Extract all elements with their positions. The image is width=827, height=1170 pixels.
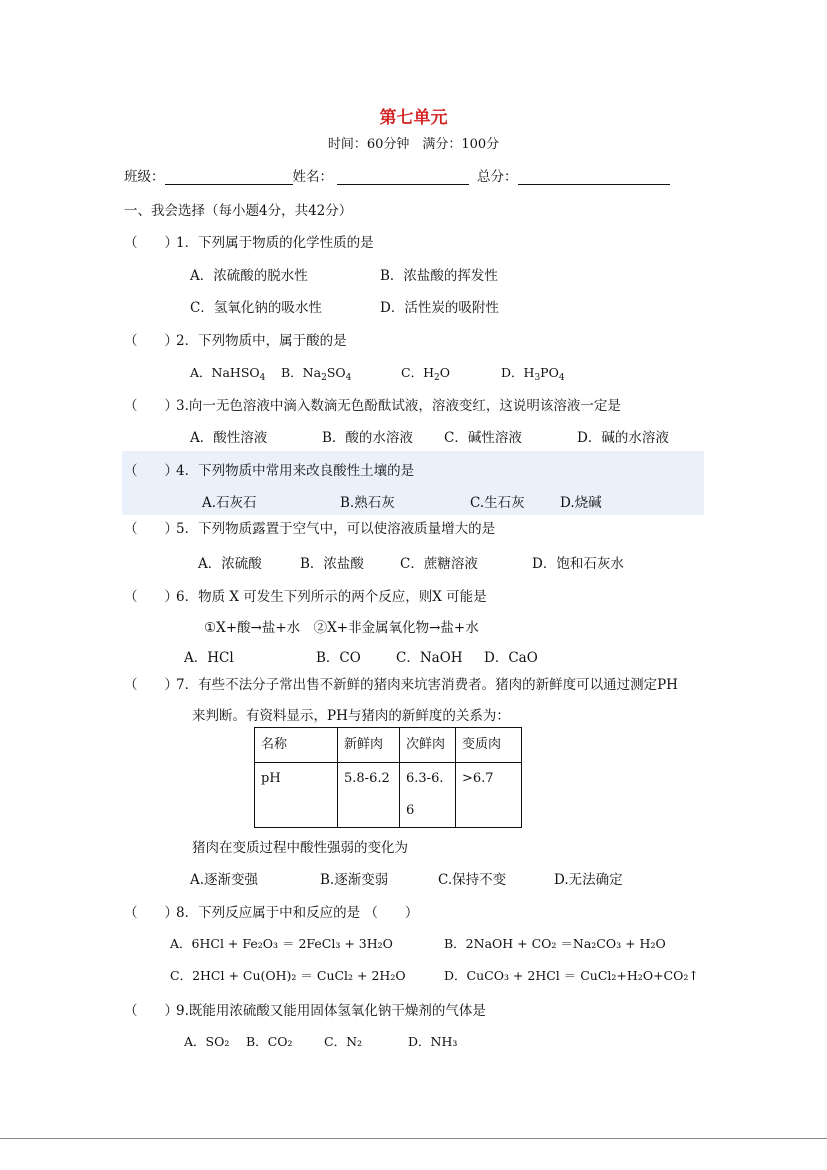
- name-blank[interactable]: [337, 170, 469, 185]
- q1-option-d[interactable]: D．活性炭的吸附性: [380, 300, 499, 316]
- class-blank[interactable]: [165, 170, 293, 185]
- q2-bracket[interactable]: （ ）: [124, 333, 178, 349]
- q6-option-b[interactable]: B．CO: [316, 650, 361, 666]
- class-label: 班级：: [124, 169, 165, 185]
- q8-stem: 8．下列反应属于中和反应的是 （ ）: [176, 905, 419, 921]
- q5-option-d[interactable]: D．饱和石灰水: [532, 556, 624, 572]
- ph-freshness-table: [254, 727, 522, 828]
- q3-option-a[interactable]: A．酸性溶液: [190, 430, 268, 446]
- score-blank[interactable]: [518, 170, 670, 185]
- q1-option-b[interactable]: B．浓盐酸的挥发性: [380, 268, 498, 284]
- table-header-cell: 名称: [255, 728, 338, 763]
- q9-option-b[interactable]: B．CO₂: [246, 1034, 293, 1049]
- table-cell: 6.3-6.6: [400, 763, 456, 828]
- q9-bracket[interactable]: （ ）: [124, 1003, 178, 1019]
- q7-stem: 7．有些不法分子常出售不新鲜的猪肉来坑害消费者。猪肉的新鲜度可以通过测定PH: [176, 677, 678, 693]
- q6-option-d[interactable]: D．CaO: [484, 650, 538, 666]
- table-header-cell: 新鲜肉: [338, 728, 400, 763]
- q3-option-d[interactable]: D．碱的水溶液: [577, 430, 669, 446]
- q7-option-b[interactable]: B.逐渐变弱: [320, 872, 389, 888]
- q3-option-c[interactable]: C．碱性溶液: [444, 430, 522, 446]
- q8-bracket[interactable]: （ ）: [124, 905, 178, 921]
- score-label: 总分：: [477, 169, 518, 185]
- q2-option-b[interactable]: B．$Na_2SO_4$: [281, 365, 352, 383]
- section-heading: 一、我会选择（每小题4分，共42分）: [124, 203, 353, 219]
- q3-option-b[interactable]: B．酸的水溶液: [322, 430, 413, 446]
- q2-option-d[interactable]: D．$H_3PO_4$: [501, 365, 565, 383]
- q4-option-d[interactable]: D.烧碱: [560, 495, 602, 511]
- q4-bracket[interactable]: （ ）: [124, 463, 178, 479]
- page-title: 第七单元: [379, 108, 448, 128]
- q6-option-c[interactable]: C．NaOH: [396, 650, 463, 666]
- q7-bracket[interactable]: （ ）: [124, 677, 178, 693]
- q5-option-a[interactable]: A．浓硫酸: [198, 556, 262, 572]
- q7-stem-continued: 来判断。有资料显示，PH与猪肉的新鲜度的关系为：: [192, 708, 510, 724]
- exam-info: 时间：60分钟 满分：100分: [327, 137, 500, 152]
- q7-option-a[interactable]: A.逐渐变强: [190, 872, 259, 888]
- q8-option-d[interactable]: D．CuCO₃ + 2HCl ＝ CuCl₂+H₂O+CO₂↑: [444, 968, 699, 983]
- q7-option-d[interactable]: D.无法确定: [554, 872, 623, 888]
- q6-stem: 6．物质 X 可发生下列所示的两个反应，则X 可能是: [176, 589, 487, 605]
- q3-stem: 3.向一无色溶液中滴入数滴无色酚酞试液，溶液变红，这说明该溶液一定是: [176, 398, 621, 414]
- q2-option-a[interactable]: A．NaHSO$_4$: [190, 365, 266, 383]
- table-cell: >6.7: [456, 763, 522, 828]
- q4-option-a[interactable]: A.石灰石: [202, 495, 257, 511]
- q6-option-a[interactable]: A．HCl: [184, 650, 234, 666]
- q8-option-c[interactable]: C．2HCl + Cu(OH)₂ ＝ CuCl₂ + 2H₂O: [170, 968, 406, 983]
- q8-option-a[interactable]: A．6HCl + Fe₂O₃ ＝ 2FeCl₃ + 3H₂O: [170, 936, 393, 951]
- q1-option-c[interactable]: C．氢氧化钠的吸水性: [190, 300, 322, 316]
- q5-stem: 5．下列物质露置于空气中，可以使溶液质量增大的是: [176, 521, 496, 537]
- q1-option-a[interactable]: A．浓硫酸的脱水性: [190, 268, 308, 284]
- q6-reactions: ①X+酸→盐+水 ②X+非金属氧化物→盐+水: [204, 620, 479, 636]
- q5-option-c[interactable]: C．蔗糖溶液: [400, 556, 478, 572]
- q2-option-c[interactable]: C．$H_2O$: [401, 365, 450, 383]
- q5-option-b[interactable]: B．浓盐酸: [300, 556, 364, 572]
- q1-stem: 1．下列属于物质的化学性质的是: [176, 235, 374, 251]
- q3-bracket[interactable]: （ ）: [124, 398, 178, 414]
- q8-option-b[interactable]: B．2NaOH + CO₂ ＝Na₂CO₃ + H₂O: [444, 936, 666, 951]
- table-header-cell: 变质肉: [456, 728, 522, 763]
- q5-bracket[interactable]: （ ）: [124, 521, 178, 537]
- q1-bracket[interactable]: （ ）: [124, 235, 178, 251]
- q4-option-b[interactable]: B.熟石灰: [340, 495, 395, 511]
- q4-option-c[interactable]: C.生石灰: [470, 495, 525, 511]
- q7-follow-up: 猪肉在变质过程中酸性强弱的变化为: [192, 840, 408, 856]
- page-bottom-divider: [0, 1138, 827, 1139]
- table-header-cell: 次鲜肉: [400, 728, 456, 763]
- student-info-line: [124, 165, 670, 185]
- q7-option-c[interactable]: C.保持不变: [438, 872, 507, 888]
- q9-option-c[interactable]: C．N₂: [324, 1034, 363, 1049]
- table-cell: pH: [255, 763, 338, 828]
- table-cell: 5.8-6.2: [338, 763, 400, 828]
- q4-stem: 4．下列物质中常用来改良酸性土壤的是: [176, 463, 415, 479]
- q9-option-a[interactable]: A．SO₂: [184, 1034, 230, 1049]
- q9-stem: 9.既能用浓硫酸又能用固体氢氧化钠干燥剂的气体是: [176, 1003, 486, 1019]
- q9-option-d[interactable]: D．NH₃: [408, 1034, 458, 1049]
- q2-stem: 2．下列物质中，属于酸的是: [176, 333, 347, 349]
- q6-bracket[interactable]: （ ）: [124, 589, 178, 605]
- name-label: 姓名：: [292, 169, 333, 185]
